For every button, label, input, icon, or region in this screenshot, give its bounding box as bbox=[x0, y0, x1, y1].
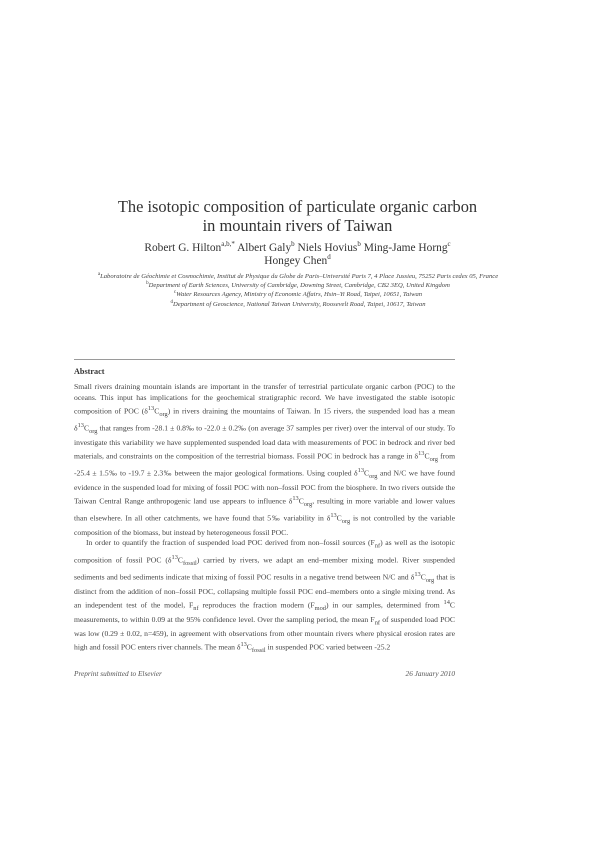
affiliation-mark: b bbox=[146, 281, 149, 287]
abstract-body bbox=[74, 382, 455, 657]
author-list bbox=[60, 242, 535, 268]
abstract-paragraph-2: In order to quantify the fraction of suspended load POC derived from non–fossil sources $(F_{nf})$ as well as the isotopic composition of fossil POC $(\delta^{13}C_{fossil})$ carried by rivers, we adapt an end–member mixing model. River suspended sediments and bed sediments indicate that mixing of fossil POC results in a negative trend between N/C and $\delta^{13}C_{org}$ that is distinct from the addition of non–fossil POC, collapsing multiple fossil POC end–members onto a single mixing trend. As an independent test of the model, $F_{nf}$ reproduces the fraction modern $(F_{mod})$ in our samples, determined from $^{14}$C measurements, to within 0.09 at the 95% confidence level. Over the sampling period, the mean $F_{nf}$ of suspended load POC was low (0.29 ± 0.02, n=459), in agreement with observations from other mountain rivers where physical erosion rates are high and fossil POC enters river channels. The mean $\delta^{13}C_{fossil}$ in suspended POC varied between -25.2 bbox=[74, 538, 456, 655]
abstract-paragraph-1: Small rivers draining mountain islands are important in the transfer of terrestrial particulate organic carbon (POC) to the oceans. This input has implications for the geochemical stratigraphic record. We have investigated the stable isotopic composition of POC $(\delta^{13}C_{org})$ in rivers draining the mountains of Taiwan. In 15 rivers, the suspended load has a mean $\delta^{13}C_{org}$ that ranges from -28.1 ± 0.8‰ to -22.0 ± 0.2‰ (on average 37 samples per river) over the interval of our study. To investigate this variability we have supplemented suspended load data with measurements of POC in bedrock and river bed materials, and constraints on the composition of the terrestrial biomass. Fossil POC in bedrock has a range in $\delta^{13}C_{org}$ from -25.4 ± 1.5‰ to -19.7 ± 2.3‰ between the major geological formations. Using coupled $\delta^{13}C_{org}$ and N/C we have found evidence in the suspended load for mixing of fossil POC with non–fossil POC from the biosphere. In two rivers outside the Taiwan Central Range anthropogenic land use appears to influence $\delta^{13}C_{org}$, resulting in more variable and lower values than elsewhere. In all other catchments, we have found that 5‰ variability in $\delta^{13}C_{org}$ is not controlled by the variable composition of the biomass, but instead by heterogeneous fossil POC. bbox=[74, 382, 456, 537]
affiliation-text: Water Resources Agency, Ministry of Economic Affairs, Hsin–Yi Road, Taipei, 10651, Taiwan bbox=[176, 291, 423, 299]
affiliation-a bbox=[74, 273, 522, 281]
author-line-1 bbox=[60, 242, 535, 255]
author-affil-mark: a,b,* bbox=[221, 240, 235, 249]
affiliations bbox=[74, 273, 522, 310]
affiliation-mark: c bbox=[173, 290, 177, 296]
footer-preprint-note: Preprint submitted to Elsevier bbox=[74, 669, 162, 678]
author-affil-mark: c bbox=[447, 240, 451, 249]
author-affil-mark: d bbox=[327, 253, 331, 262]
author-name: Albert Galy bbox=[237, 242, 292, 254]
affiliation-text: Department of Geoscience, National Taiwan University, Roosevelt Road, Taipei, 10617, Taiwan bbox=[172, 300, 426, 308]
title-line-2: in mountain rivers of Taiwan bbox=[202, 216, 393, 235]
author-name: Hongey Chen bbox=[264, 255, 328, 267]
affiliation-b bbox=[74, 282, 522, 290]
affiliation-mark: d bbox=[170, 299, 173, 305]
abstract-top-rule bbox=[74, 359, 455, 360]
author-name: Niels Hovius bbox=[297, 242, 358, 254]
paper-title bbox=[60, 197, 535, 235]
affiliation-c bbox=[74, 291, 522, 299]
abstract-heading: Abstract bbox=[74, 367, 105, 376]
affiliation-d bbox=[74, 301, 522, 309]
author-line-2 bbox=[60, 255, 535, 268]
author-name: Robert G. Hilton bbox=[144, 242, 222, 254]
author-name: Ming-Jame Horng bbox=[363, 242, 448, 254]
footer-date: 26 January 2010 bbox=[405, 669, 455, 678]
title-line-1: The isotopic composition of particulate organic carbon bbox=[117, 197, 478, 216]
affiliation-text: Department of Earth Sciences, University of Cambridge, Downing Street, Cambridge, CB2 3EQ, United Kingdom bbox=[148, 282, 450, 290]
affiliation-mark: a bbox=[97, 271, 101, 277]
affiliation-text: Laboratoire de Géochimie et Cosmochimie, Institut de Physique du Globe de Paris–Université Paris 7, 4 Place Jussieu, 75252 Paris cedex 05, France bbox=[100, 273, 499, 280]
author-affil-mark: b bbox=[357, 240, 361, 249]
author-affil-mark: b bbox=[291, 240, 295, 249]
